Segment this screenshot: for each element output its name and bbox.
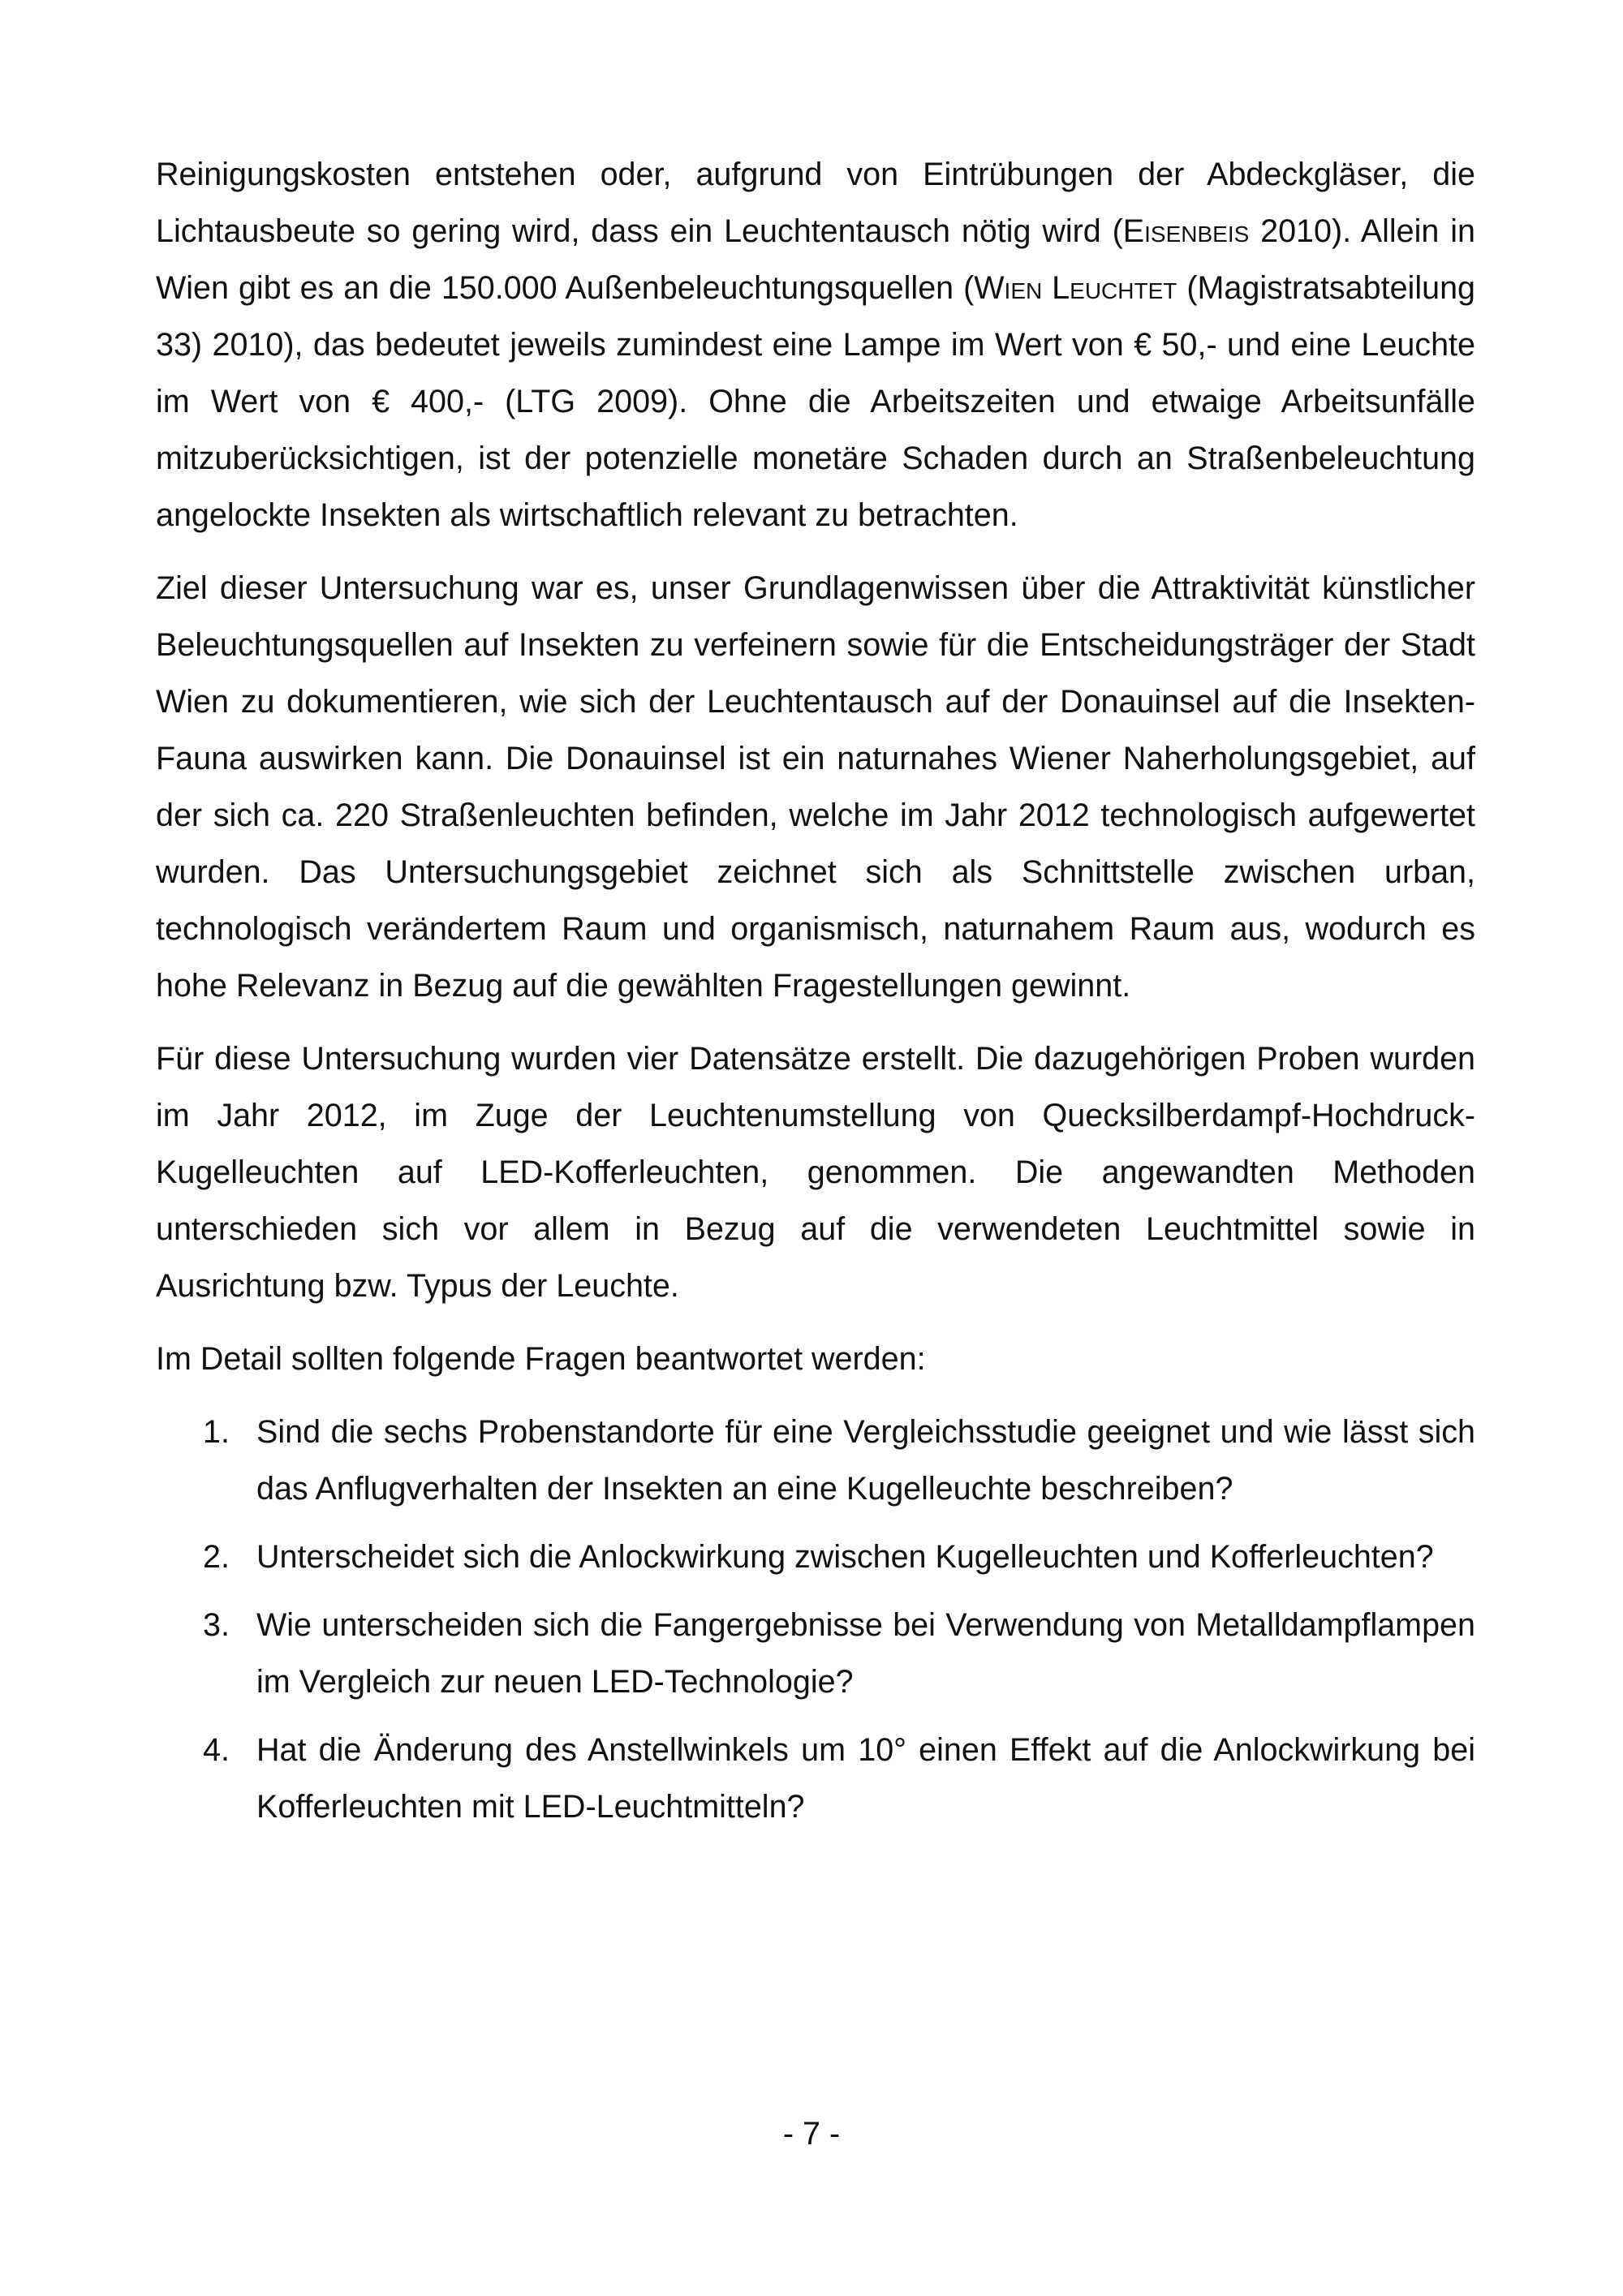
citation-eisenbeis: Eisenbeis [1122,213,1250,249]
list-item-text: Hat die Änderung des Anstellwinkels um 10° einen Effekt auf die Anlockwirkung bei Kofferleuchten mit LED-Leuchtmitteln? [256,1732,1475,1825]
page-number: - 7 - [782,2116,841,2152]
paragraph-costs [156,146,1475,544]
list-item [156,1597,1475,1710]
list-item [156,1722,1475,1835]
list-item-number: 2. [203,1539,230,1575]
list-item-number: 3. [203,1607,230,1643]
list-item [156,1529,1475,1585]
paragraph-costs-part1: Reinigungskosten entstehen oder, aufgrund von Eintrübungen der Abdeckgläser, die Lichtausbeute so gering wird, dass ein Leuchtentausch nötig wird ( [156,157,1475,249]
paragraph-questions-intro: Im Detail sollten folgende Fragen beantwortet werden: [156,1341,926,1377]
paragraph-datasets: Für diese Untersuchung wurden vier Datensätze erstellt. Die dazugehörigen Proben wurden im Jahr 2012, im Zuge der Leuchtenumstellung von Quecksilberdampf-Hochdruck-Kugelleuchten auf LED-Kofferleuchten, genommen. Die angewandten Methoden unterschieden sich vor allem in Bezug auf die verwendeten Leuchtmittel sowie in Ausrichtung bzw. Typus der Leuchte. [156,1041,1475,1304]
list-item-number: 4. [203,1732,230,1768]
paragraph-costs-part2: 2010). Allein in Wien gibt es an die 150.000 Außenbeleuchtungsquellen ( [156,213,1475,306]
questions-list [156,1404,1475,1835]
citation-wien-leuchtet: Wien Leuchtet [974,270,1177,306]
list-item-text: Sind die sechs Probenstandorte für eine Vergleichsstudie geeignet und wie lässt sich das Anflugverhalten der Insekten an eine Kugelleuchte beschreiben? [256,1414,1475,1507]
list-item-number: 1. [203,1414,230,1450]
list-item-text: Unterscheidet sich die Anlockwirkung zwischen Kugelleuchten und Kofferleuchten? [256,1539,1434,1575]
paragraph-costs-part3: (Magistratsabteilung 33) 2010), das bedeutet jeweils zumindest eine Lampe im Wert von € 50,- und eine Leuchte im Wert von € 400,- (LTG 2009). Ohne die Arbeitszeiten und etwaige Arbeitsunfälle mitzuberücksichtigen, ist der potenzielle monetäre Schaden durch an Straßenbeleuchtung angelockte Insekten als wirtschaftlich relevant zu betrachten. [156,270,1476,533]
body-text [156,146,1475,1847]
list-item-text: Wie unterscheiden sich die Fangergebnisse bei Verwendung von Metalldampflampen im Vergleich zur neuen LED-Technologie? [256,1607,1475,1700]
paragraph-aim: Ziel dieser Untersuchung war es, unser Grundlagenwissen über die Attraktivität künstlicher Beleuchtungsquellen auf Insekten zu verfeinern sowie für die Entscheidungsträger der Stadt Wien zu dokumentieren, wie sich der Leuchtentausch auf der Donauinsel auf die Insekten-Fauna auswirken kann. Die Donauinsel ist ein naturnahes Wiener Naherholungsgebiet, auf der sich ca. 220 Straßenleuchten befinden, welche im Jahr 2012 technologisch aufgewertet wurden. Das Untersuchungsgebiet zeichnet sich als Schnittstelle zwischen urban, technologisch verändertem Raum und organismisch, naturnahem Raum aus, wodurch es hohe Relevanz in Bezug auf die gewählten Fragestellungen gewinnt. [156,570,1475,1004]
list-item [156,1404,1475,1517]
